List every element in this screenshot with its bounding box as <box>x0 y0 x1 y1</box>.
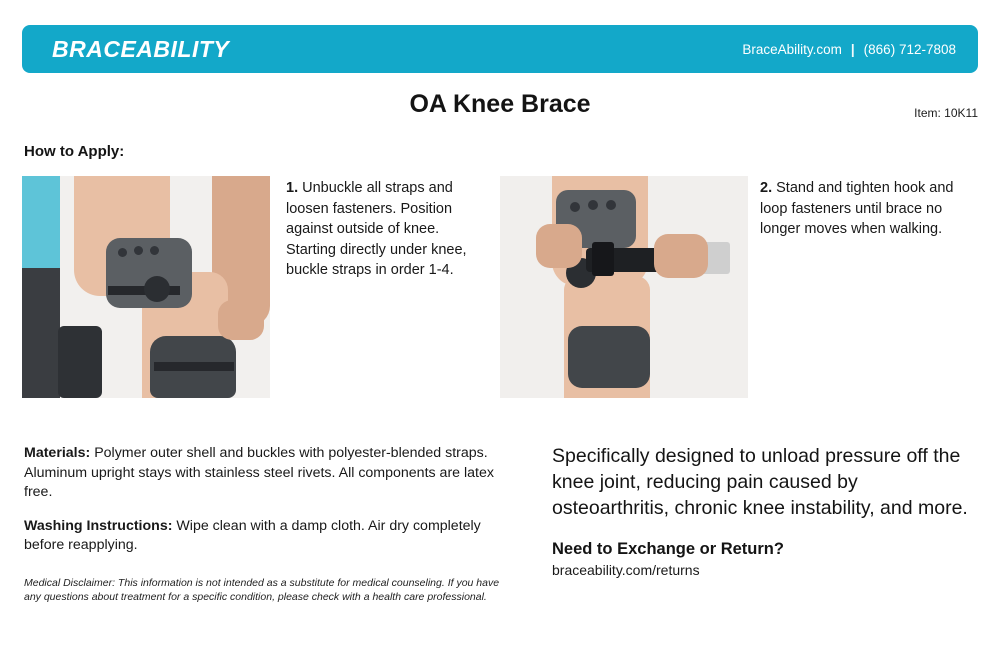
header-phone[interactable]: (866) 712-7808 <box>863 41 956 57</box>
photo1-background-lower-left <box>22 268 62 398</box>
photo1-brace-hinge <box>144 276 170 302</box>
header-contact-block <box>742 42 956 57</box>
details-column <box>24 444 519 604</box>
photo1-sock <box>58 326 102 398</box>
photo1-brace-vent <box>150 246 159 255</box>
step-1-text <box>286 178 482 281</box>
washing-label: Washing Instructions: <box>24 517 173 534</box>
materials-text: Polymer outer shell and buckles with polyester-blended straps. Aluminum upright stays with stainless steel rivets. All components are latex free. <box>24 445 494 501</box>
photo1-brace-vent <box>118 248 127 257</box>
section-heading-how-to-apply: How to Apply: <box>24 143 125 160</box>
washing-paragraph <box>24 517 519 556</box>
header-divider: | <box>850 41 855 57</box>
photo2-brace-vent <box>606 200 616 210</box>
photo2-brace-vent <box>588 200 598 210</box>
step-1-number: 1. <box>286 180 299 196</box>
promo-column <box>552 444 977 578</box>
photo1-hand <box>218 300 264 340</box>
promo-lead-text: Specifically designed to unload pressure off the knee joint, reducing pain caused by osteoarthritis, chronic knee instability, and more. <box>552 445 968 519</box>
step-1-body: Unbuckle all straps and loosen fasteners. Position against outside of knee. Starting directly under knee, buckle straps in order 1-4. <box>286 180 467 279</box>
item-number: Item: 10K11 <box>914 106 978 120</box>
logo-text-brace: BRACE <box>52 35 137 62</box>
photo2-brace-lower-cuff <box>568 326 650 388</box>
photo2-buckle <box>592 242 614 276</box>
logo-text-ability: ABILITY <box>136 35 230 62</box>
brand-header-bar <box>22 25 978 73</box>
exchange-heading: Need to Exchange or Return? <box>552 539 784 558</box>
washing-text: Wipe clean with a damp cloth. Air dry completely before reapplying. <box>24 517 481 554</box>
page-title: OA Knee Brace <box>409 90 591 118</box>
braceability-logo <box>52 36 229 63</box>
photo2-brace-vent <box>570 202 580 212</box>
knee-brace-application-photo-2 <box>500 176 748 398</box>
step-2-body: Stand and tighten hook and loop fasteners until brace no longer moves when walking. <box>760 180 954 238</box>
materials-label: Materials: <box>24 445 91 461</box>
medical-disclaimer: Medical Disclaimer: This information is not intended as a substitute for medical counseling. If you have any questions about treatment for a specific condition, please check with a health care professional. <box>24 576 500 604</box>
returns-url[interactable]: braceability.com/returns <box>552 561 700 578</box>
photo2-hand-right <box>654 234 708 278</box>
photo1-brace-vent <box>134 246 143 255</box>
step-2-text <box>760 178 960 240</box>
header-website[interactable]: BraceAbility.com <box>742 41 842 57</box>
step-2-number: 2. <box>760 180 773 196</box>
materials-paragraph <box>24 444 519 503</box>
knee-brace-application-photo-1 <box>22 176 270 398</box>
photo1-brace-strap-lower <box>154 362 234 371</box>
photo2-hand-left <box>536 224 582 268</box>
